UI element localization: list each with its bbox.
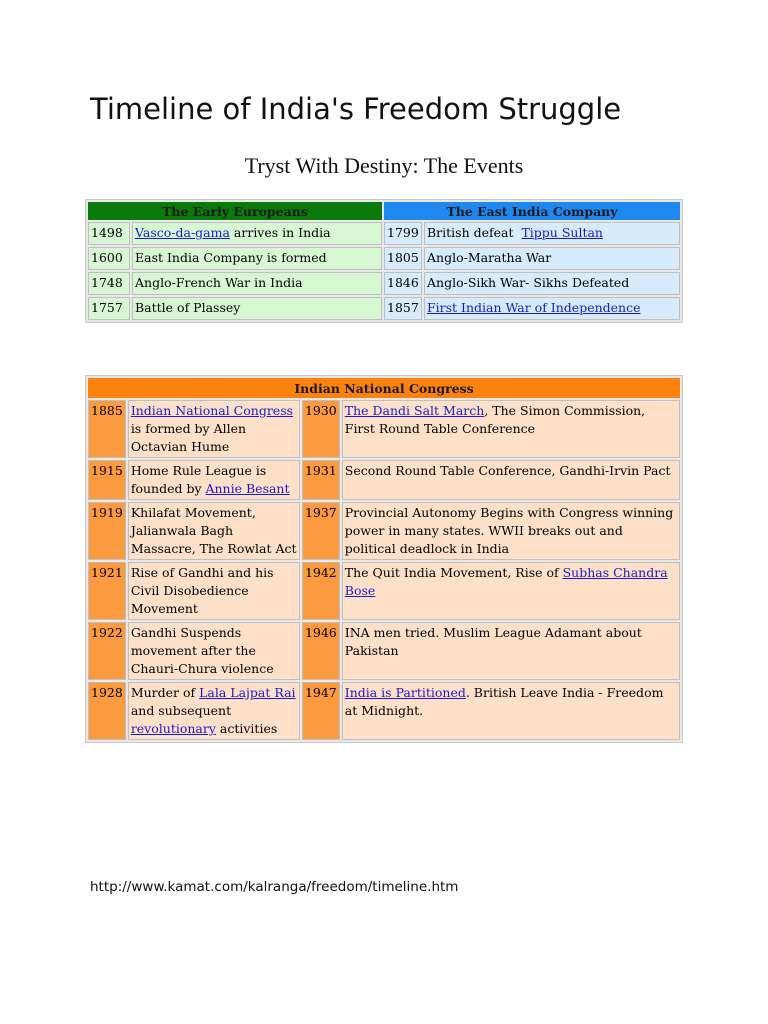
year-cell: 1921 — [88, 562, 126, 620]
event-cell: East India Company is formed — [132, 247, 382, 270]
event-cell: Gandhi Suspends movement after the Chauri-Chura violence — [128, 622, 300, 680]
table-row — [88, 222, 680, 245]
year-cell: 1922 — [88, 622, 126, 680]
event-cell: INA men tried. Muslim League Adamant about Pakistan — [342, 622, 680, 680]
event-cell: Anglo-French War in India — [132, 272, 382, 295]
event-cell: Khilafat Movement, Jalianwala Bagh Massacre, The Rowlat Act — [128, 502, 300, 560]
year-cell: 1757 — [88, 297, 130, 320]
link-revolutionary[interactable]: revolutionary — [130, 721, 216, 736]
year-cell: 1919 — [88, 502, 126, 560]
table-row — [88, 460, 680, 500]
event-cell: Home Rule League is founded by Annie Besant — [128, 460, 300, 500]
event-cell: Anglo-Maratha War — [424, 247, 680, 270]
link-annie-besant[interactable]: Annie Besant — [205, 481, 290, 496]
event-cell: Battle of Plassey — [132, 297, 382, 320]
event-cell: Murder of Lala Lajpat Rai and subsequent revolutionary activities — [128, 682, 300, 740]
year-cell: 1931 — [302, 460, 340, 500]
event-cell: Anglo-Sikh War- Sikhs Defeated — [424, 272, 680, 295]
table-row — [88, 562, 680, 620]
year-cell: 1846 — [384, 272, 422, 295]
year-cell: 1937 — [302, 502, 340, 560]
link-first-indian-war[interactable]: First Indian War of Independence — [427, 300, 641, 315]
table-row — [88, 622, 680, 680]
table-row — [88, 682, 680, 740]
page-title: Timeline of India's Freedom Struggle — [90, 92, 622, 126]
link-india-is-partitioned[interactable]: India is Partitioned — [344, 685, 466, 700]
link-dandi-salt-march[interactable]: The Dandi Salt March — [344, 403, 485, 418]
source-url: http://www.kamat.com/kalranga/freedom/timeline.htm — [90, 879, 459, 895]
table-row — [88, 400, 680, 458]
year-cell: 1928 — [88, 682, 126, 740]
table-row — [88, 297, 680, 320]
link-lala-lajpat-rai[interactable]: Lala Lajpat Rai — [199, 685, 296, 700]
year-cell: 1748 — [88, 272, 130, 295]
event-cell: Rise of Gandhi and his Civil Disobedience Movement — [128, 562, 300, 620]
year-cell: 1915 — [88, 460, 126, 500]
header-east-india-company: The East India Company — [384, 202, 680, 220]
year-cell: 1946 — [302, 622, 340, 680]
link-vasco-da-gama[interactable]: Vasco-da-gama — [135, 225, 230, 240]
table-row — [88, 247, 680, 270]
link-subhas-chandra-bose[interactable]: Subhas Chandra Bose — [344, 565, 668, 598]
year-cell: 1805 — [384, 247, 422, 270]
event-cell: British defeat Tippu Sultan — [424, 222, 680, 245]
congress-table — [85, 375, 683, 743]
event-cell: Vasco-da-gama arrives in India — [132, 222, 382, 245]
header-indian-national-congress: Indian National Congress — [88, 378, 680, 398]
year-cell: 1930 — [302, 400, 340, 458]
table-row — [88, 272, 680, 295]
table-row — [88, 502, 680, 560]
event-cell: Second Round Table Conference, Gandhi-Irvin Pact — [342, 460, 680, 500]
year-cell: 1885 — [88, 400, 126, 458]
link-indian-national-congress[interactable]: Indian National Congress — [130, 403, 294, 418]
event-cell: The Dandi Salt March, The Simon Commission, First Round Table Conference — [342, 400, 680, 458]
europeans-company-table — [85, 199, 683, 323]
event-cell: Indian National Congress is formed by Allen Octavian Hume — [128, 400, 300, 458]
event-cell: Provincial Autonomy Begins with Congress winning power in many states. WWII breaks out and political deadlock in India — [342, 502, 680, 560]
year-cell: 1498 — [88, 222, 130, 245]
year-cell: 1799 — [384, 222, 422, 245]
year-cell: 1942 — [302, 562, 340, 620]
link-tippu-sultan[interactable]: Tippu Sultan — [521, 225, 603, 240]
event-cell — [424, 297, 680, 320]
header-early-europeans: The Early Europeans — [88, 202, 382, 220]
year-cell: 1600 — [88, 247, 130, 270]
event-cell: India is Partitioned. British Leave India - Freedom at Midnight. — [342, 682, 680, 740]
year-cell: 1857 — [384, 297, 422, 320]
event-cell: The Quit India Movement, Rise of Subhas Chandra Bose — [342, 562, 680, 620]
page-subtitle: Tryst With Destiny: The Events — [244, 153, 524, 178]
year-cell: 1947 — [302, 682, 340, 740]
